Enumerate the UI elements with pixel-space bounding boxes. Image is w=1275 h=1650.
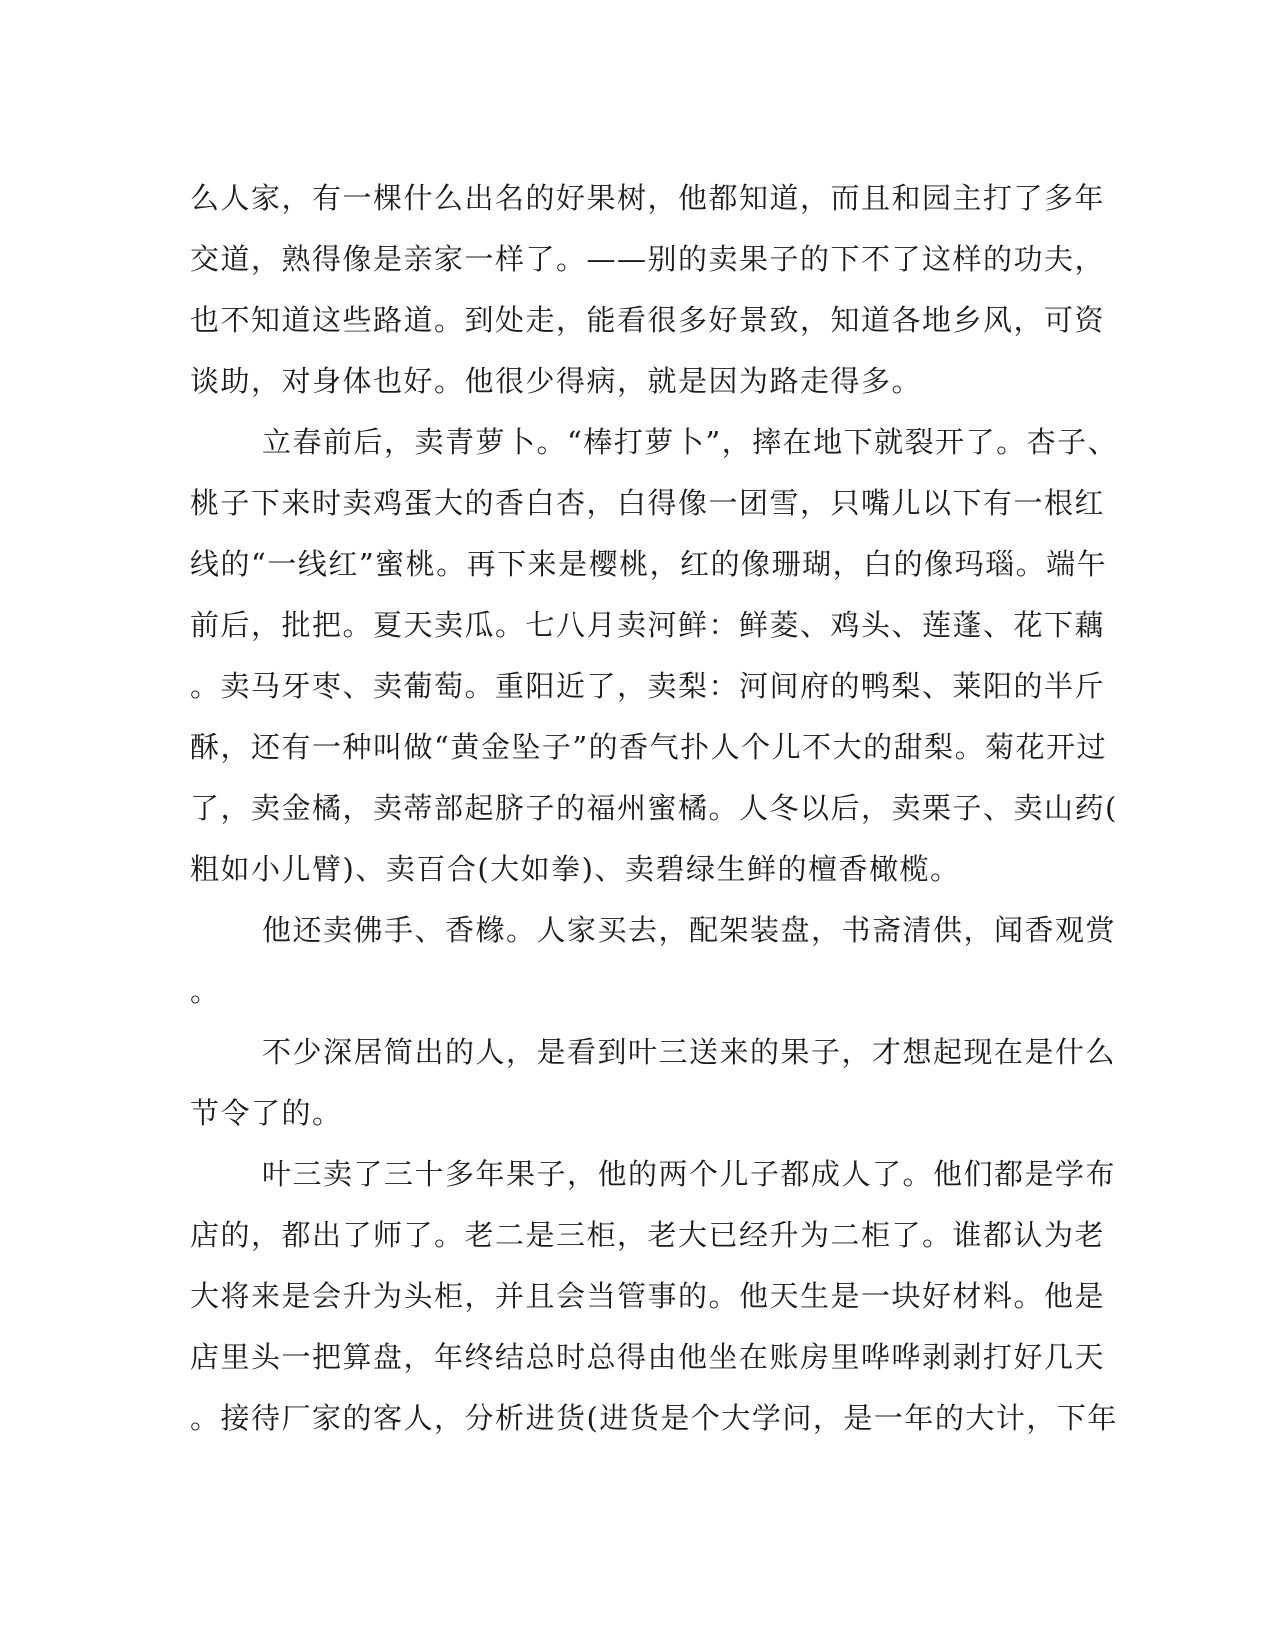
text-line: 粗如小儿臂)、卖百合(大如拳)、卖碧绿生鲜的檀香橄榄。 — [190, 852, 961, 886]
text-line: 。接待厂家的客人，分析进货(进货是个大学问，是一年的大计，下年 — [190, 1401, 1118, 1435]
text-line: 店里头一把算盘，年终结总时总得由他坐在账房里哗哗剥剥打好几天 — [190, 1340, 1106, 1374]
text-line: 了，卖金橘，卖蒂部起脐子的福州蜜橘。人冬以后，卖栗子、卖山药( — [190, 791, 1118, 825]
text-line: 店的，都出了师了。老二是三柜，老大已经升为二柜了。谁都认为老 — [190, 1218, 1106, 1252]
text-line-paragraph-start: 不少深居简出的人，是看到叶三送来的果子，才想起现在是什么 — [262, 1035, 1117, 1069]
text-line-paragraph-start: 立春前后，卖青萝卜。“棒打萝卜”，摔在地下就裂开了。杏子、 — [262, 425, 1119, 459]
text-line: 。 — [190, 974, 221, 1008]
text-line: 前后，批把。夏天卖瓜。七八月卖河鲜：鲜菱、鸡头、莲蓬、花下藕 — [190, 608, 1106, 642]
text-line: 也不知道这些路道。到处走，能看很多好景致，知道各地乡风，可资 — [190, 303, 1106, 337]
text-line: 。卖马牙枣、卖葡萄。重阳近了，卖梨：河间府的鸭梨、莱阳的半斤 — [190, 669, 1106, 703]
text-line-paragraph-start: 他还卖佛手、香橼。人家买去，配架装盘，书斋清供，闻香观赏 — [262, 913, 1117, 947]
text-line: 交道，熟得像是亲家一样了。——别的卖果子的下不了这样的功夫， — [190, 242, 1106, 276]
text-line-paragraph-start: 叶三卖了三十多年果子，他的两个儿子都成人了。他们都是学布 — [262, 1157, 1117, 1191]
body-text — [190, 168, 1119, 1449]
text-line: 么人家，有一棵什么出名的好果树，他都知道，而且和园主打了多年 — [190, 181, 1106, 215]
text-line: 大将来是会升为头柜，并且会当管事的。他天生是一块好材料。他是 — [190, 1279, 1106, 1313]
text-line: 节令了的。 — [190, 1096, 343, 1130]
text-line: 桃子下来时卖鸡蛋大的香白杏，白得像一团雪，只嘴儿以下有一根红 — [190, 486, 1106, 520]
text-line: 谈助，对身体也好。他很少得病，就是因为路走得多。 — [190, 364, 923, 398]
text-line: 酥，还有一种叫做“黄金坠子”的香气扑人个儿不大的甜梨。菊花开过 — [190, 730, 1108, 764]
text-line: 线的“一线红”蜜桃。再下来是樱桃，红的像珊瑚，白的像玛瑙。端午 — [190, 547, 1108, 581]
